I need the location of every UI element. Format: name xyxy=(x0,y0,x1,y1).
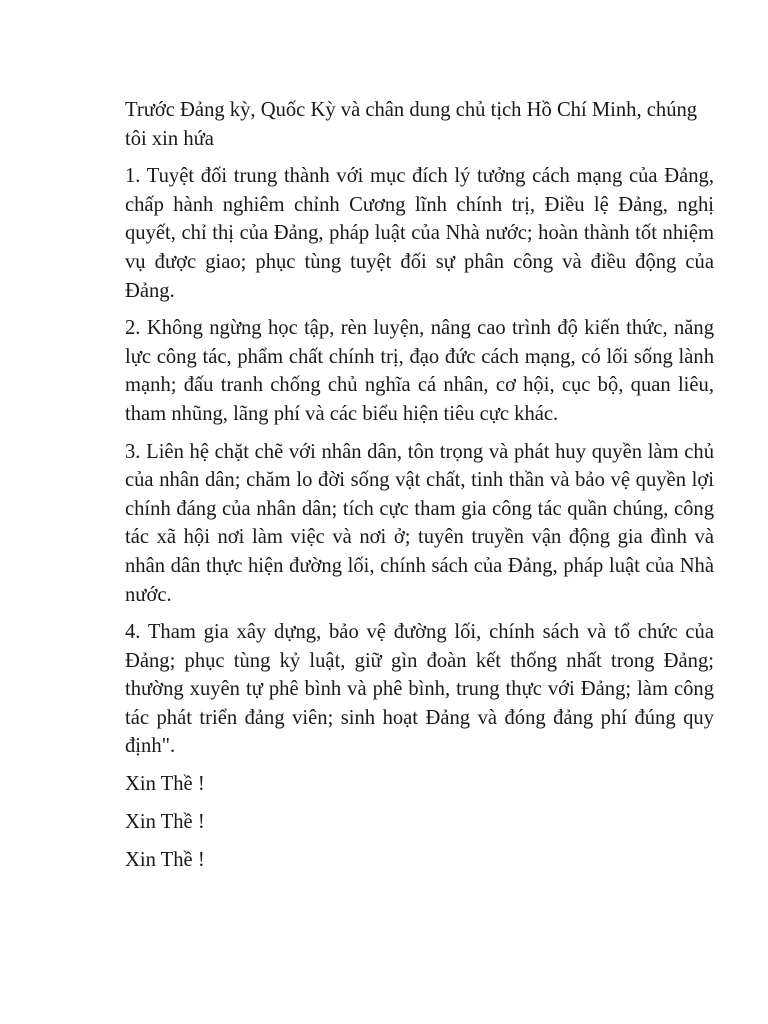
oath-line-1: Xin Thề ! xyxy=(125,773,205,796)
pledge-paragraph-3: 3. Liên hệ chặt chẽ với nhân dân, tôn trọng và phát huy quyền làm chủ của nhân dân; chăm lo đời sống vật chất, tinh thần và bảo vệ quyền lợi chính đáng của nhân dân; tích cực tham gia công tác quần chúng, công tác xã hội nơi làm việc và nơi ở; tuyên truyền vận động gia đình và nhân dân thực hiện đường lối, chính sách của Đảng, pháp luật của Nhà nước. xyxy=(125,440,714,606)
oath-line-3: Xin Thề ! xyxy=(125,849,205,872)
pledge-paragraph-4: 4. Tham gia xây dựng, bảo vệ đường lối, chính sách và tổ chức của Đảng; phục tùng kỷ luật, giữ gìn đoàn kết thống nhất trong Đảng; thường xuyên tự phê bình và phê bình, trung thực với Đảng; làm công tác phát triển đảng viên; sinh hoạt Đảng và đóng đảng phí đúng quy định". xyxy=(125,621,714,758)
oath-line-2: Xin Thề ! xyxy=(125,811,205,834)
document-page xyxy=(125,96,714,885)
pledge-paragraph-2: 2. Không ngừng học tập, rèn luyện, nâng cao trình độ kiến thức, năng lực công tác, phẩm chất chính trị, đạo đức cách mạng, có lối sống lành mạnh; đấu tranh chống chủ nghĩa cá nhân, cơ hội, cục bộ, quan liêu, tham nhũng, lãng phí và các biểu hiện tiêu cực khác. xyxy=(125,317,714,425)
pledge-paragraph-1: 1. Tuyệt đối trung thành với mục đích lý tưởng cách mạng của Đảng, chấp hành nghiêm chỉnh Cương lĩnh chính trị, Điều lệ Đảng, nghị quyết, chỉ thị của Đảng, pháp luật của Nhà nước; hoàn thành tốt nhiệm vụ được giao; phục tùng tuyệt đối sự phân công và điều động của Đảng. xyxy=(125,165,714,302)
intro-paragraph: Trước Đảng kỳ, Quốc Kỳ và chân dung chủ tịch Hồ Chí Minh, chúng tôi xin hứa xyxy=(125,99,698,150)
